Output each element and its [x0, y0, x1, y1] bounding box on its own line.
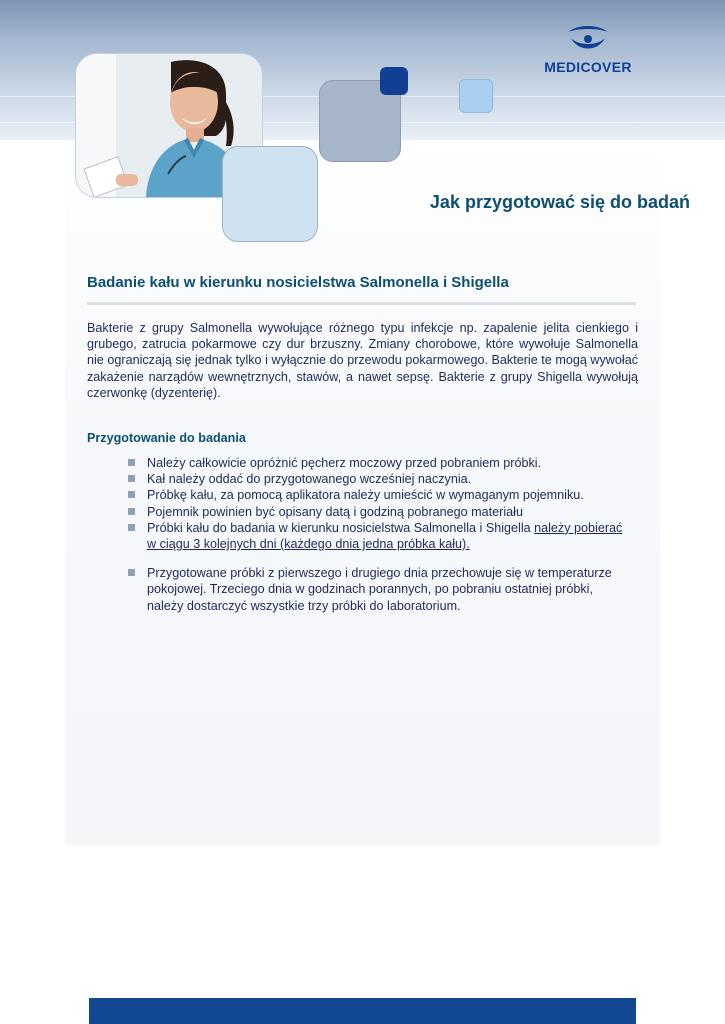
footer-bar [89, 998, 636, 1024]
list-item-text: Należy całkowicie opróżnić pęcherz moczowy przed pobraniem próbki. [147, 456, 542, 470]
title-divider [87, 302, 636, 305]
decorative-square [222, 146, 318, 242]
medicover-logo [538, 22, 638, 78]
list-item [125, 520, 625, 552]
list-item-text: Przygotowane próbki z pierwszego i drugiego dnia przechowuje się w temperaturze pokojowej. Trzeciego dnia w godzinach porannych, po pobraniu ostatniej próbki, należy dostarczyć wszystkie trzy próbki do laboratorium. [147, 566, 612, 613]
page-heading: Jak przygotować się do badań [429, 192, 690, 212]
list-item-text: Próbkę kału, za pomocą aplikatora należy umieścić w wymaganym pojemniku. [147, 488, 584, 503]
intro-paragraph: Bakterie z grupy Salmonella wywołujące różnego typu infekcje np. zapalenie jelita cienkiego i grubego, zatrucia pokarmowe czy dur brzuszny. Zmiany chorobowe, które wywołuje Salmonella nie ograniczają się jednak tylko i wyłącznie do przewodu pokarmowego. Bakterie te mogą wywołać zakażenie narządów wewnętrznych, stawów, a nawet sepsę. Bakterie z grupy Shigella wywołują czerwonkę (dyzenterię). [87, 321, 638, 400]
brand-name: MEDICOVER [544, 59, 632, 75]
decorative-square [459, 79, 493, 113]
list-item-emphasis: należy pobierać w ciągu 3 kolejnych dni (każdego dnia jedna próbka kału). [147, 520, 623, 552]
document-title: Badanie kału w kierunku nosicielstwa Salmonella i Shigella [87, 274, 509, 291]
bullet-icon [128, 569, 135, 576]
bullet-icon [128, 475, 135, 482]
bullet-icon [128, 508, 135, 515]
logo-mark-icon [538, 22, 638, 58]
list-item-text: Pojemnik powinien być opisany datą i godziną pobranego materiału [147, 504, 523, 519]
preparation-list [125, 455, 625, 614]
bullet-icon [128, 459, 135, 466]
list-item [125, 504, 625, 520]
bullet-icon [128, 491, 135, 498]
list-item-text: Kał należy oddać do przygotowanego wcześniej naczynia. [147, 472, 472, 487]
bullet-icon [128, 524, 135, 531]
list-item [125, 565, 625, 614]
list-item [125, 471, 625, 487]
list-item [125, 455, 625, 471]
preparation-heading: Przygotowanie do badania [87, 431, 246, 445]
decorative-square [380, 67, 408, 95]
list-item-text: Próbki kału do badania w kierunku nosicielstwa Salmonella i Shigella [147, 520, 535, 535]
list-item [125, 487, 625, 503]
